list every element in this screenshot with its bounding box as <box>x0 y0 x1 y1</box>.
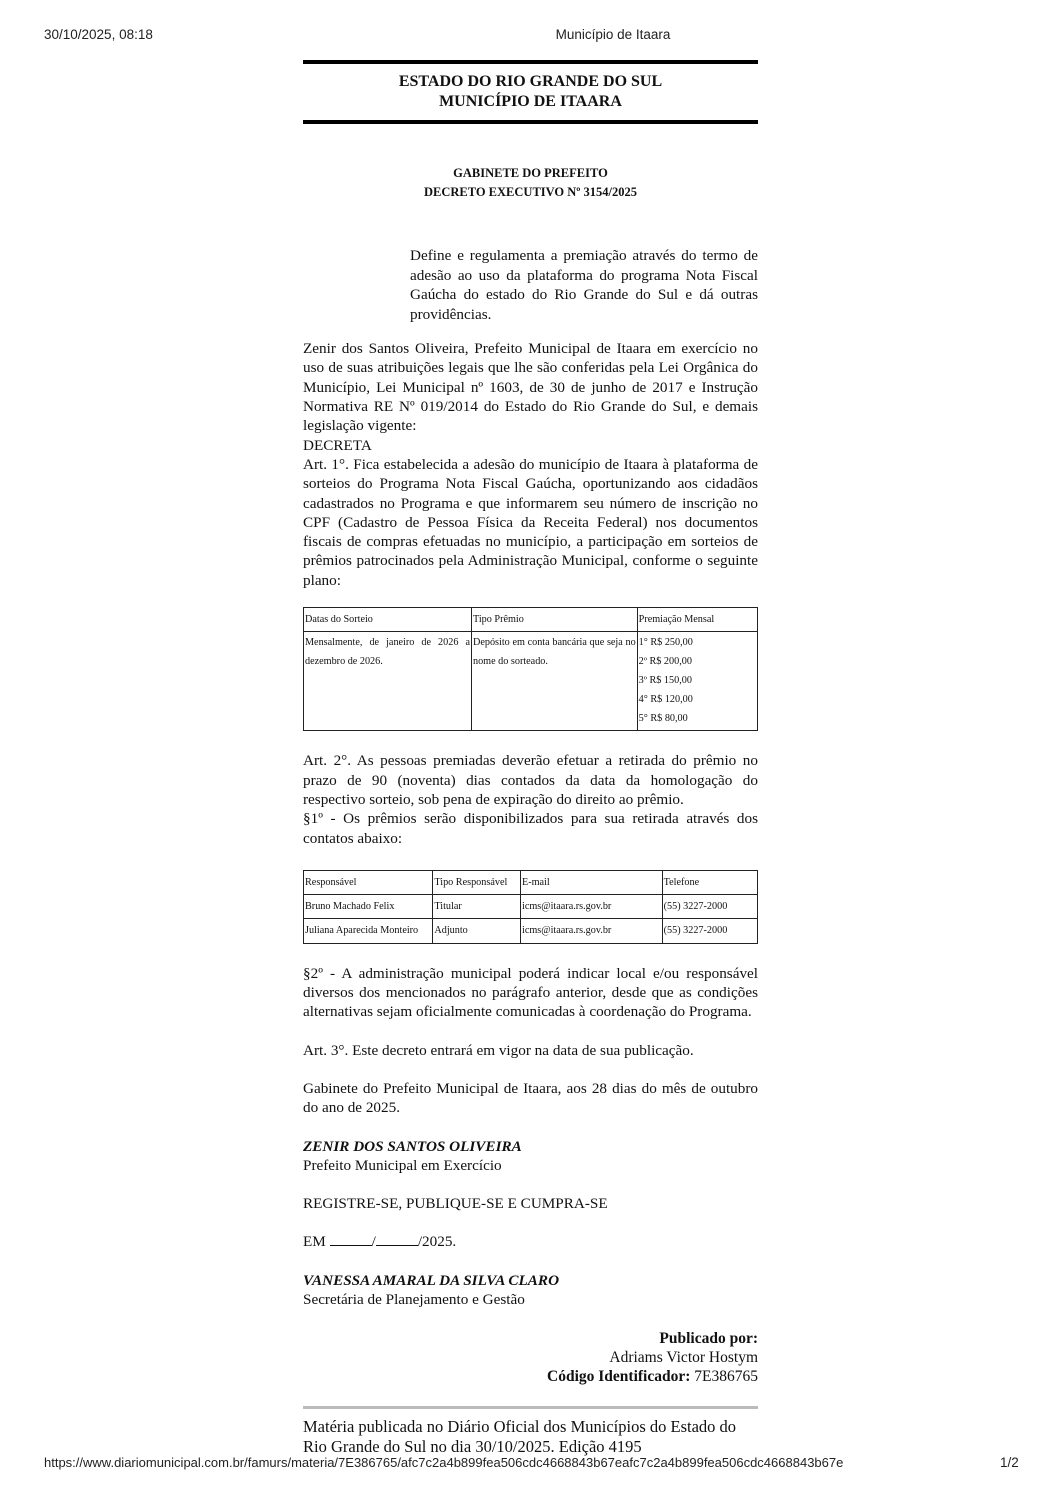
decree-body <box>303 339 758 1309</box>
registre-statement: REGISTRE-SE, PUBLIQUE-SE E CUMPRA-SE <box>303 1195 608 1213</box>
table-row <box>304 895 758 919</box>
article-1: Art. 1°. Fica estabelecida a adesão do município de Itaara à plataforma de sorteios do Programa Nota Fiscal Gaúcha, oportunizando aos cidadãos cadastrados no Programa e que informarem seu número de inscrição no CPF (Cadastro de Pessoa Física da Receita Federal) nos documentos fiscais de compras efetuadas no município, a participação em sorteios de prêmios patrocinados pela Administração Municipal, conforme o seguinte plano: <box>303 455 758 589</box>
cell-responsible-type: Adjunto <box>433 919 521 943</box>
day-blank <box>330 1232 372 1246</box>
header-dates: Datas do Sorteio <box>304 608 472 632</box>
cell-responsible: Bruno Machado Felix <box>304 895 433 919</box>
publication-note: Matéria publicada no Diário Oficial dos Municípios do Estado do Rio Grande do Sul no dia 30/10/2025. Edição 4195 <box>303 1417 737 1457</box>
print-header <box>0 27 1058 45</box>
signer-2-role: Secretária de Planejamento e Gestão <box>303 1290 525 1308</box>
source-url[interactable]: https://www.diariomunicipal.com.br/famurs/materia/7E386765/afc7c2a4b899fea506cdc4668843b67eafc7c2a4b899fea506cdc4668843b67e <box>44 1455 844 1470</box>
prize-4: 4° R$ 120,00 <box>638 693 693 705</box>
letterhead-municipality: MUNICÍPIO DE ITAARA <box>439 93 622 110</box>
header-phone: Telefone <box>662 870 757 894</box>
decree-document <box>303 60 758 1474</box>
cell-dates: Mensalmente, de janeiro de 2026 a dezembro de 2026. <box>304 632 472 731</box>
publisher-name: Adriams Victor Hostym <box>609 1349 758 1367</box>
decree-number: DECRETO EXECUTIVO Nº 3154/2025 <box>423 185 638 199</box>
table-row <box>304 632 758 731</box>
prize-5: 5° R$ 80,00 <box>638 712 688 724</box>
header-prize-type: Tipo Prêmio <box>471 608 637 632</box>
closing-statement: Gabinete do Prefeito Municipal de Itaara, aos 28 dias do mês de outubro do ano de 2025. <box>303 1079 758 1117</box>
letterhead-state: ESTADO DO RIO GRANDE DO SUL <box>398 73 663 90</box>
table-header-row <box>304 608 758 632</box>
table-header-row <box>304 870 758 894</box>
cell-email: icms@itaara.rs.gov.br <box>520 895 662 919</box>
header-monthly-prize: Premiação Mensal <box>637 608 757 632</box>
cell-responsible-type: Titular <box>433 895 521 919</box>
em-year: /2025. <box>417 1233 457 1251</box>
table-row <box>304 919 758 943</box>
contacts-table <box>303 870 758 944</box>
identifier-code: 7E386765 <box>694 1368 758 1386</box>
header-responsible: Responsável <box>304 870 433 894</box>
prize-3: 3º R$ 150,00 <box>638 674 692 686</box>
cell-prizes <box>637 632 757 731</box>
header-responsible-type: Tipo Responsável <box>433 870 521 894</box>
cell-responsible: Juliana Aparecida Monteiro <box>304 919 433 943</box>
ementa: Define e regulamenta a premiação através do termo de adesão ao uso da plataforma do programa Nota Fiscal Gaúcha do estado do Rio Grande do Sul e dá outras providências. <box>410 247 758 323</box>
preamble: Zenir dos Santos Oliveira, Prefeito Municipal de Itaara em exercício no uso de suas atribuições legais que lhe são conferidas pela Lei Orgânica do Município, Lei Municipal nº 1603, de 30 de junho de 2017 e Instrução Normativa RE Nº 019/2014 do Estado do Rio Grande do Sul, e demais legislação vigente: <box>303 340 758 435</box>
em-prefix: EM <box>303 1233 326 1251</box>
print-page-title: Município de Itaara <box>555 27 671 42</box>
prize-1: 1° R$ 250,00 <box>638 637 693 649</box>
article-2: Art. 2°. As pessoas premiadas deverão efetuar a retirada do prêmio no prazo de 90 (noventa) dias contados da data da homologação do respectivo sorteio, sob pena de expiração do direito ao prêmio. <box>303 752 758 808</box>
office-title: GABINETE DO PREFEITO <box>453 166 608 180</box>
letterhead <box>303 64 758 120</box>
month-blank <box>376 1232 418 1246</box>
article-3: Art. 3°. Este decreto entrará em vigor na data de sua publicação. <box>303 1041 694 1059</box>
print-datetime: 30/10/2025, 08:18 <box>44 27 153 42</box>
header-email: E-mail <box>520 870 662 894</box>
signer-1-role: Prefeito Municipal em Exercício <box>303 1156 502 1174</box>
cell-prize-type: Depósito em conta bancária que seja no nome do sorteado. <box>471 632 637 731</box>
decree-heading <box>303 164 758 202</box>
letterhead-bottom-rule <box>303 120 758 124</box>
signer-2-name: VANESSA AMARAL DA SILVA CLARO <box>303 1271 560 1289</box>
paragraph-2: §2º - A administração municipal poderá indicar local e/ou responsável diversos dos mencionados no parágrafo anterior, desde que as condições alternativas sejam oficialmente comunicadas à coordenação do Programa. <box>303 964 758 1021</box>
decreta-label: DECRETA <box>303 436 372 454</box>
em-date-line: EM / /2025. <box>303 1233 457 1251</box>
publication-info <box>303 1329 758 1386</box>
signer-1-name: ZENIR DOS SANTOS OLIVEIRA <box>303 1137 522 1155</box>
cell-phone: (55) 3227-2000 <box>662 895 757 919</box>
prize-2: 2º R$ 200,00 <box>638 656 692 668</box>
cell-email: icms@itaara.rs.gov.br <box>520 919 662 943</box>
paragraph-1: §1º - Os prêmios serão disponibilizados para sua retirada através dos contatos abaixo: <box>303 810 758 847</box>
code-label: Código Identificador: <box>547 1368 691 1386</box>
published-by-label: Publicado por: <box>659 1330 758 1348</box>
cell-phone: (55) 3227-2000 <box>662 919 757 943</box>
page-number: 1/2 <box>1000 1455 1019 1470</box>
footer-rule <box>303 1406 758 1409</box>
prize-plan-table <box>303 607 758 731</box>
print-footer <box>0 1455 1058 1473</box>
